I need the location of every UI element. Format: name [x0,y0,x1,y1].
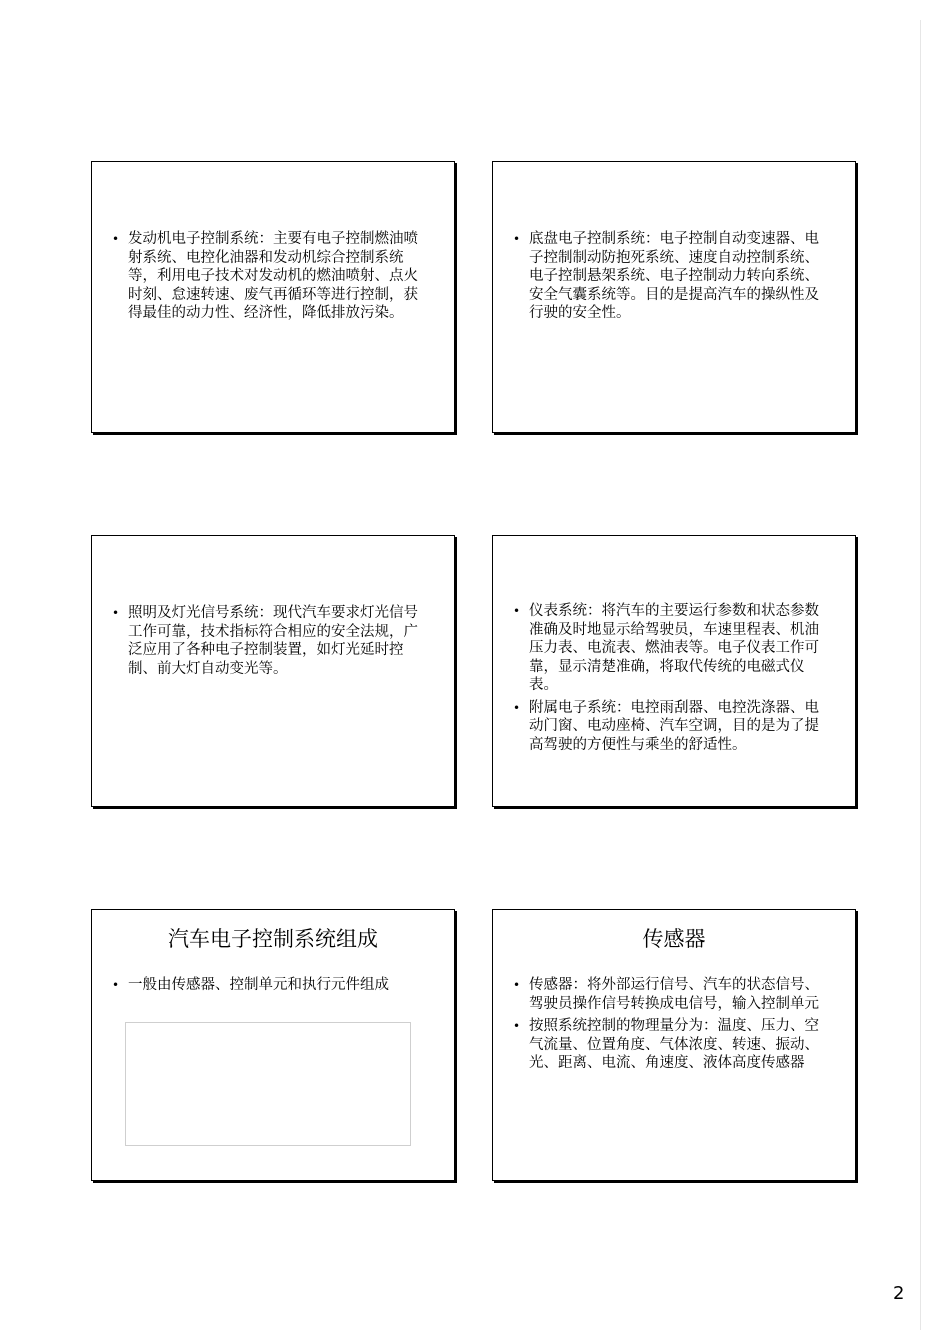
bullet-dot-icon: • [112,606,120,620]
bullet-dot-icon: • [513,1019,521,1033]
bullet-text: 附属电子系统：电控雨刮器、电控洗涤器、电动门窗、电动座椅、汽车空调，目的是为了提高驾驶的方便性与乘坐的舒适性。 [529,699,819,753]
slide-chassis-control [492,161,856,433]
bullet-dot-icon: • [513,978,521,992]
slide-engine-control [91,161,455,433]
bullet-dot-icon: • [513,700,521,715]
bullet-item [513,230,829,323]
bullet-list [513,602,829,758]
page-edge-rule [920,20,921,1330]
bullet-list [513,976,829,1077]
bullet-text: 底盘电子控制系统：电子控制自动变速器、电子控制制动防抱死系统、速度自动控制系统、电子控制悬架系统、电子控制动力转向系统、安全气囊系统等。目的是提高汽车的操纵性及行驶的安全性。 [529,231,819,321]
bullet-text: 照明及灯光信号系统：现代汽车要求灯光信号工作可靠，技术指标符合相应的安全法规，广泛应用了各种电子控制装置，如灯光延时控制、前大灯自动变光等。 [128,605,418,677]
diagram-placeholder [125,1022,411,1146]
bullet-text: 仪表系统：将汽车的主要运行参数和状态参数准确及时地显示给驾驶员，车速里程表、机油压力表、电流表、燃油表等。电子仪表工作可靠，显示清楚准确，将取代传统的电磁式仪表。 [529,603,819,693]
bullet-text: 按照系统控制的物理量分为：温度、压力、空气流量、位置角度、气体浓度、转速、振动、光、距离、电流、角速度、液体高度传感器 [529,1018,819,1071]
slide-title: 汽车电子控制系统组成 [168,927,378,951]
bullet-list [112,976,428,999]
slide-lighting-signal [91,535,455,807]
bullet-dot-icon: • [112,978,120,992]
bullet-list [112,230,428,327]
bullet-dot-icon: • [513,604,521,618]
bullet-text: 传感器：将外部运行信号、汽车的状态信号、驾驶员操作信号转换成电信号，输入控制单元 [529,977,819,1012]
bullet-dot-icon: • [112,232,120,246]
bullet-item [112,604,428,678]
bullet-text: 发动机电子控制系统：主要有电子控制燃油喷射系统、电控化油器和发动机综合控制系统等，利用电子技术对发动机的燃油喷射、点火时刻、怠速转速、废气再循环等进行控制，获得最佳的动力性、经济性，降低排放污染。 [128,231,418,321]
bullet-text: 一般由传感器、控制单元和执行元件组成 [128,977,389,993]
bullet-item [112,976,428,995]
bullet-item [513,602,829,695]
bullet-item [513,976,829,1013]
bullet-item [112,230,428,323]
bullet-item [513,699,829,755]
bullet-dot-icon: • [513,232,521,246]
slide-instrument-accessory [492,535,856,807]
bullet-item [513,1017,829,1073]
slide-sensors [492,909,856,1181]
slide-system-composition [91,909,455,1181]
bullet-list [112,604,428,682]
page-number: 2 [893,1283,905,1304]
bullet-list [513,230,829,327]
slide-title: 传感器 [642,927,706,951]
